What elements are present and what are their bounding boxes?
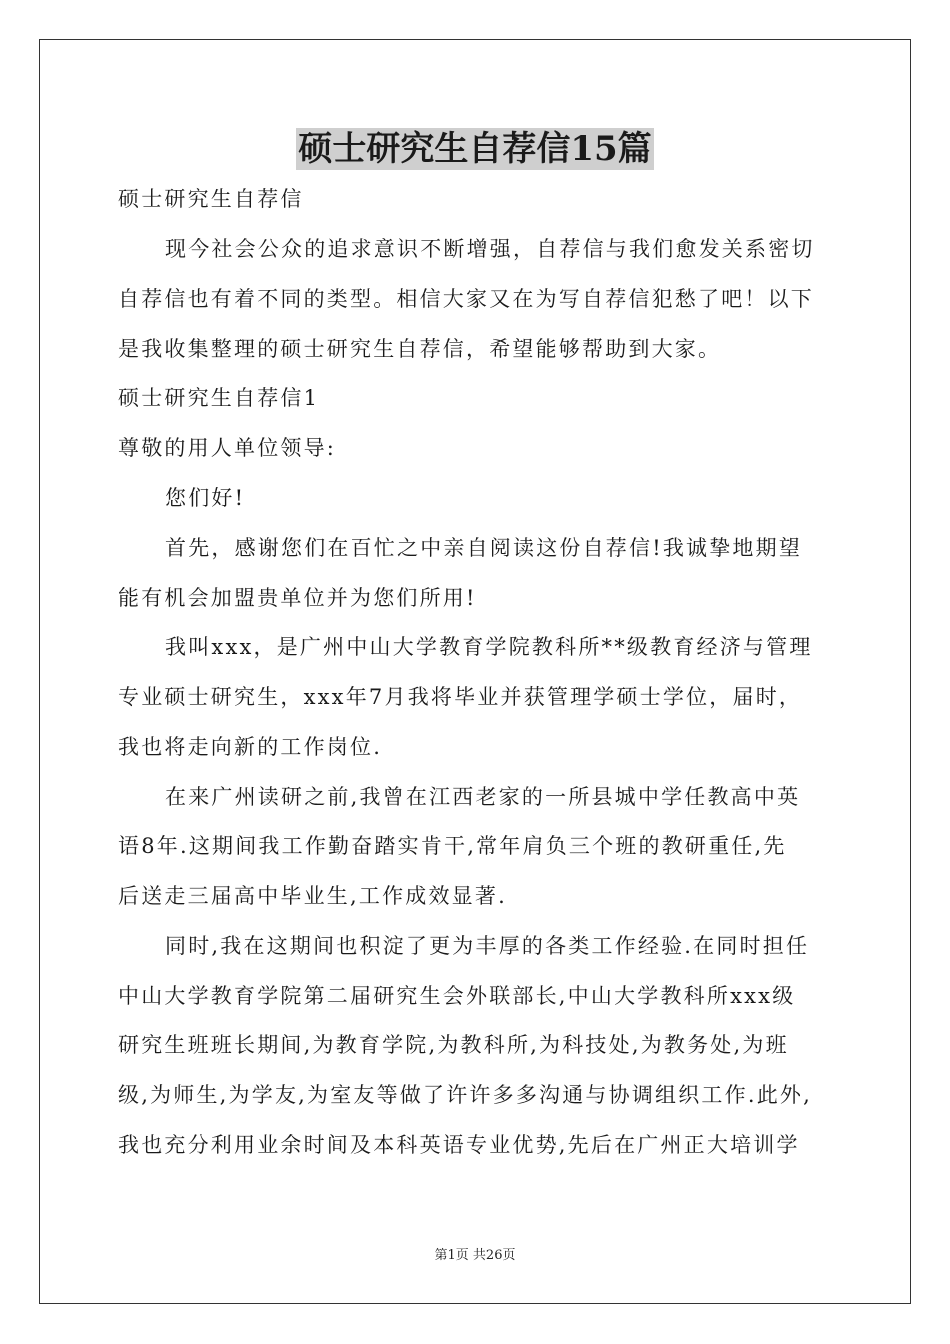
paragraph-line: 在来广州读研之前,我曾在江西老家的一所县城中学任教高中英 [165, 785, 801, 809]
paragraph-line: 自荐信也有着不同的类型。相信大家又在为写自荐信犯愁了吧！以下 [118, 287, 814, 311]
section-heading: 硕士研究生自荐信 [118, 187, 304, 211]
paragraph-line: 中山大学教育学院第二届研究生会外联部长,中山大学教科所xxx级 [118, 984, 796, 1008]
paragraph-line: 现今社会公众的追求意识不断增强，自荐信与我们愈发关系密切 [165, 237, 815, 261]
paragraph-line: 语8年.这期间我工作勤奋踏实肯干,常年肩负三个班的教研重任,先 [118, 834, 787, 858]
paragraph-line: 我也将走向新的工作岗位. [118, 735, 383, 759]
paragraph-line: 后送走三届高中毕业生,工作成效显著. [118, 884, 507, 908]
page-border [39, 39, 911, 1304]
paragraph-line: 我叫xxx，是广州中山大学教育学院教科所**级教育经济与管理 [165, 635, 813, 659]
salutation: 尊敬的用人单位领导: [118, 436, 337, 460]
greeting: 您们好! [165, 486, 246, 510]
section-heading: 硕士研究生自荐信1 [118, 386, 320, 410]
paragraph-line: 研究生班班长期间,为教育学院,为教科所,为科技处,为教务处,为班 [118, 1033, 789, 1057]
paragraph-line: 同时,我在这期间也积淀了更为丰厚的各类工作经验.在同时担任 [165, 934, 810, 958]
paragraph-line: 专业硕士研究生，xxx年7月我将毕业并获管理学硕士学位，届时， [118, 685, 803, 709]
title-container [0, 128, 950, 170]
paragraph-line: 我也充分利用业余时间及本科英语专业优势,先后在广州正大培训学 [118, 1133, 800, 1157]
page-number-footer: 第1页 共26页 [434, 1248, 516, 1263]
paragraph-line: 级,为师生,为学友,为室友等做了许许多多沟通与协调组织工作.此外, [118, 1083, 812, 1107]
paragraph-line: 首先，感谢您们在百忙之中亲自阅读这份自荐信!我诚挚地期望 [165, 536, 803, 560]
document-title: 硕士研究生自荐信15篇 [298, 129, 652, 169]
paragraph-line: 能有机会加盟贵单位并为您们所用! [118, 586, 477, 610]
paragraph-line: 是我收集整理的硕士研究生自荐信，希望能够帮助到大家。 [118, 337, 722, 361]
